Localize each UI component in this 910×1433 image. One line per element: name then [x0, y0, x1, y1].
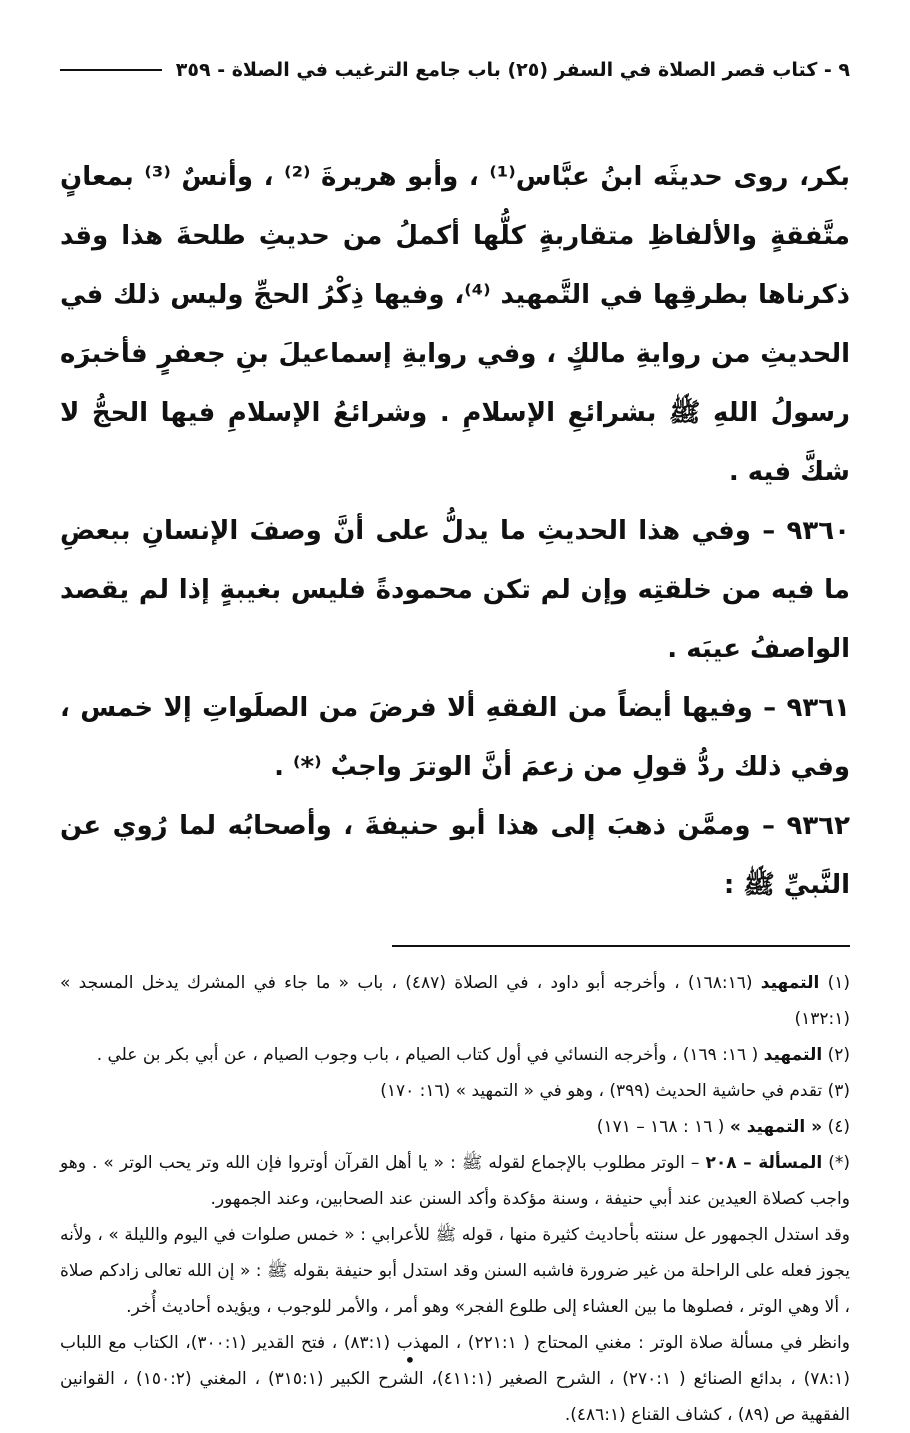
running-header: [60, 50, 850, 90]
footnote-separator: [392, 945, 850, 947]
header-rule: [60, 69, 162, 71]
footnote-3: (٣) تقدم في حاشية الحديث (٣٩٩) ، وهو في « التمهيد » (١٦: ١٧٠): [380, 1081, 850, 1101]
paragraph-9360: ٩٣٦٠ – وفي هذا الحديثِ ما يدلُّ على أنَّ وصفَ الإنسانِ ببعضِ ما فيه من خلقتِه وإن لم تكن محمودةً فليس بغيبةٍ إذا لم يقصد الواصفُ عيبَه .: [60, 516, 850, 664]
footnote-4: (٤) « التمهيد » ( ١٦ : ١٦٨ – ١٧١): [596, 1117, 850, 1137]
footnote-continuation-1: وقد استدل الجمهور عل سنته بأحاديث كثيرة منها ، قوله ﷺ للأعرابي : « خمس صلوات في اليوم والليلة » ، ولأنه يجوز فعله على الراحلة من غير ضرورة فاشبه السنن وقد استدل أبو حنيفة بقوله ﷺ : « إن الله تعالى زادكم صلاة ، ألا وهي الوتر ، فصلوها ما بين العشاء إلى طلوع الفجر» وهو أمر ، والأمر للوجوب ، ويؤيده أحاديث أُخر.: [60, 1225, 850, 1317]
footnote-continuation-2: وانظر في مسألة صلاة الوتر : مغني المحتاج ( ٢٢١:١) ، المهذب (٨٣:١) ، فتح القدير (٣٠٠:١)، الكتاب مع اللباب (٧٨:١) ، بدائع الصنائع ( ٢٧٠:١) ، الشرح الصغير (٤١١:١)، الشرح الكبير (٣١٥:١) ، المغني (١٥٠:٢) ، القوانين الفقهية ص (٨٩) ، كشاف القناع (٤٨٦:١).: [60, 1333, 850, 1425]
page-end-dot: •: [404, 1348, 416, 1372]
footnote-star: (*) المسألة – ٢٠٨ – الوتر مطلوب بالإجماع لقوله ﷺ : « يا أهل القرآن أوتروا فإن الله وتر يحب الوتر » . وهو واجب كصلاة العيدين عند أبي حنيفة ، وسنة مؤكدة وأكد السنن عند الصحابين، وعند الجمهور.: [60, 1153, 851, 1209]
header-title: ٩ - كتاب قصر الصلاة في السفر (٢٥) باب جامع الترغيب في الصلاة - ٣٥٩: [175, 59, 850, 81]
footnote-2: (٢) التمهيد ( ١٦: ١٦٩) ، وأخرجه النسائي في أول كتاب الصيام ، باب وجوب الصيام ، عن أبي بكر بن علي .: [96, 1045, 850, 1065]
paragraph-9362: ٩٣٦٢ – وممَّن ذهبَ إلى هذا أبو حنيفةَ ، وأصحابُه لما رُوي عن النَّبيِّ ﷺ :: [60, 811, 850, 900]
footnotes: [60, 965, 850, 1433]
paragraph-intro: بكر، روى حديثَه ابنُ عبَّاس⁽¹⁾ ، وأبو هريرةَ ⁽²⁾ ، وأنسٌ ⁽³⁾ بمعانٍ متَّفقةٍ والألفاظِ متقاربةٍ كلُّها أكملُ من حديثِ طلحةَ هذا وقد ذكرناها بطرقِها في التَّمهيد ⁽⁴⁾، وفيها ذِكْرُ الحجِّ وليس ذلك في الحديثِ من روايةِ مالكٍ ، وفي روايةِ إسماعيلَ بنِ جعفرٍ فأخبرَه رسولُ اللهِ ﷺ بشرائعِ الإسلامِ . وشرائعُ الإسلامِ فيها الحجُّ لا شكَّ فيه .: [60, 162, 851, 487]
footnote-1: (١) التمهيد (١٦٨:١٦) ، وأخرجه أبو داود ، في الصلاة (٤٨٧) ، باب « ما جاء في المشرك يدخل المسجد » (١٣٢:١): [60, 973, 851, 1029]
main-text: [60, 148, 850, 915]
paragraph-9361: ٩٣٦١ – وفيها أيضاً من الفقهِ ألا فرضَ من الصلَواتِ إلا خمس ، وفي ذلك ردُّ قولِ من زعمَ أنَّ الوترَ واجبٌ ⁽*⁾ .: [60, 693, 850, 782]
